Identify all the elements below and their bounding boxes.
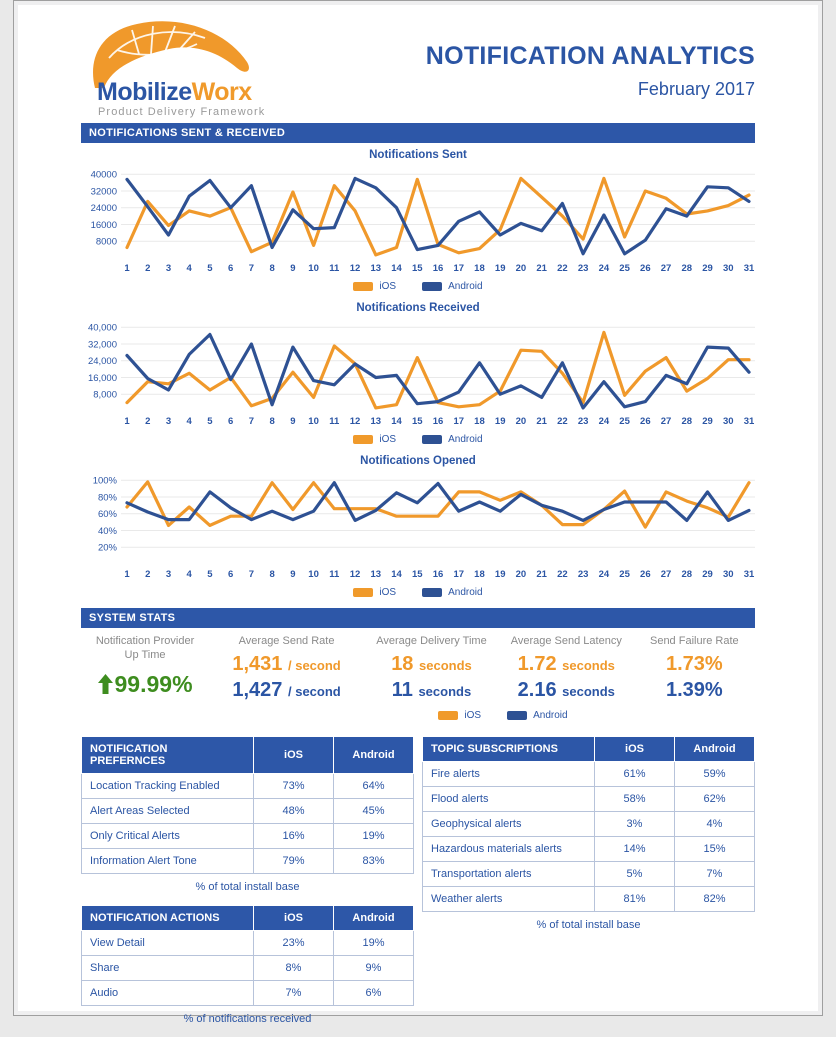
table-footnote: % of total install base (536, 918, 641, 931)
notification-preferences-table (81, 736, 414, 874)
svg-text:3: 3 (165, 263, 172, 274)
ios-legend-label: iOS (379, 280, 397, 292)
svg-text:16,000: 16,000 (87, 372, 117, 384)
row-value-cell: 16% (254, 823, 334, 848)
svg-text:22: 22 (557, 569, 568, 580)
chart-legend (81, 432, 755, 446)
row-value-cell: 3% (595, 811, 675, 836)
svg-text:17: 17 (453, 569, 465, 580)
stat-label: Average Send Latency (510, 635, 622, 647)
svg-text:5: 5 (207, 569, 213, 580)
row-value-cell: 5% (595, 861, 675, 886)
svg-text:14: 14 (391, 416, 402, 427)
svg-text:4: 4 (186, 416, 192, 427)
svg-text:13: 13 (370, 416, 382, 427)
svg-text:1: 1 (124, 263, 130, 274)
chart-notifications-received (81, 302, 755, 446)
stat-send-latency (499, 635, 634, 705)
stats-legend (166, 709, 836, 723)
svg-text:100%: 100% (92, 475, 117, 487)
svg-text:16000: 16000 (90, 219, 117, 231)
table-footnote: % of notifications received (183, 1012, 312, 1025)
svg-text:5: 5 (207, 416, 213, 427)
row-value-cell: 8% (254, 955, 334, 980)
svg-text:19: 19 (494, 569, 506, 580)
row-value-cell: 4% (675, 811, 755, 836)
svg-text:40000: 40000 (90, 169, 117, 181)
ios-legend-swatch (353, 435, 373, 444)
svg-text:19: 19 (494, 263, 506, 274)
svg-text:7: 7 (248, 416, 255, 427)
svg-text:26: 26 (640, 263, 651, 274)
logo (81, 18, 341, 116)
svg-text:40,000: 40,000 (87, 322, 117, 334)
topic-subscriptions-table (422, 736, 755, 912)
notification-actions-table (81, 905, 414, 1006)
svg-text:27: 27 (660, 416, 672, 427)
row-value-cell: 7% (675, 861, 755, 886)
stat-label: Average Send Rate (238, 635, 335, 647)
svg-text:29: 29 (702, 263, 713, 274)
row-value-cell: 19% (334, 823, 414, 848)
ios-send-rate: 1,431 / second (232, 652, 341, 675)
svg-text:23: 23 (577, 416, 589, 427)
uptime-value: 99.99% (81, 671, 209, 698)
svg-text:13: 13 (370, 263, 382, 274)
table-row (82, 980, 414, 1005)
android-legend-swatch (422, 435, 442, 444)
stat-label: Average Delivery Time (376, 635, 487, 647)
ios-legend-label: iOS (379, 433, 397, 445)
table-row (423, 786, 755, 811)
table-row (423, 811, 755, 836)
row-value-cell: 9% (334, 955, 414, 980)
svg-text:8: 8 (269, 263, 275, 274)
row-value-cell: 6% (334, 980, 414, 1005)
svg-text:11: 11 (329, 263, 340, 274)
row-value-cell: 15% (675, 836, 755, 861)
svg-text:30: 30 (722, 416, 734, 427)
svg-text:27: 27 (660, 569, 672, 580)
title-block (426, 18, 755, 116)
svg-text:17: 17 (453, 416, 465, 427)
svg-text:20%: 20% (97, 542, 117, 554)
brand-name (97, 78, 252, 107)
svg-text:11: 11 (329, 569, 340, 580)
svg-text:15: 15 (411, 263, 423, 274)
svg-text:23: 23 (577, 263, 589, 274)
svg-text:8000: 8000 (95, 236, 117, 248)
svg-text:40%: 40% (97, 525, 117, 537)
table-row (423, 861, 755, 886)
chart-notifications-opened (81, 455, 755, 599)
svg-text:12: 12 (349, 569, 361, 580)
ios-legend-swatch (353, 282, 373, 291)
svg-text:4: 4 (186, 263, 192, 274)
svg-text:80%: 80% (97, 492, 117, 504)
notifications-opened-chart (81, 468, 755, 580)
table-title: NOTIFICATION PREFERNCES (82, 736, 254, 773)
svg-text:6: 6 (228, 416, 234, 427)
notifications-sent-chart (81, 162, 755, 274)
svg-text:10: 10 (308, 569, 319, 580)
svg-text:3: 3 (165, 416, 172, 427)
svg-text:6: 6 (228, 263, 234, 274)
row-label-cell: Only Critical Alerts (82, 823, 254, 848)
svg-text:21: 21 (536, 263, 547, 274)
android-legend-label: Android (448, 280, 483, 292)
table-row (423, 761, 755, 786)
stat-uptime (81, 635, 209, 705)
row-value-cell: 59% (675, 761, 755, 786)
svg-text:2: 2 (145, 263, 151, 274)
stat-failure-rate (634, 635, 755, 705)
stat-label: Notification Provider Up Time (95, 635, 195, 661)
svg-text:28: 28 (681, 569, 693, 580)
table-row (82, 798, 414, 823)
table-column-header: iOS (254, 736, 334, 773)
table-row (82, 955, 414, 980)
svg-text:24: 24 (598, 263, 610, 274)
android-legend-swatch (422, 588, 442, 597)
svg-text:27: 27 (660, 263, 672, 274)
up-arrow-icon (98, 674, 113, 694)
svg-text:16: 16 (432, 569, 444, 580)
svg-text:24: 24 (598, 569, 610, 580)
table-row (82, 823, 414, 848)
table-title: NOTIFICATION ACTIONS (82, 905, 254, 930)
svg-text:11: 11 (329, 416, 340, 427)
chart-legend (81, 585, 755, 599)
table-column-header: Android (675, 736, 755, 761)
chart-legend (81, 279, 755, 293)
row-value-cell: 19% (334, 930, 414, 955)
row-value-cell: 48% (254, 798, 334, 823)
svg-text:8: 8 (269, 569, 275, 580)
svg-text:14: 14 (391, 569, 402, 580)
android-send-rate: 1,427 / second (232, 678, 341, 701)
svg-text:31: 31 (743, 263, 755, 274)
row-value-cell: 14% (595, 836, 675, 861)
svg-text:22: 22 (557, 263, 568, 274)
svg-text:12: 12 (349, 416, 361, 427)
brand-worx: Worx (191, 78, 252, 106)
svg-text:31: 31 (743, 569, 755, 580)
svg-text:2: 2 (145, 569, 151, 580)
svg-text:30: 30 (722, 263, 734, 274)
svg-text:1: 1 (124, 569, 130, 580)
svg-text:32,000: 32,000 (87, 339, 117, 351)
page-title: NOTIFICATION ANALYTICS (425, 42, 755, 70)
svg-text:29: 29 (702, 416, 713, 427)
android-delivery-time: 11 seconds (391, 678, 472, 701)
android-legend-swatch (422, 282, 442, 291)
table-row (423, 886, 755, 911)
row-label-cell: Information Alert Tone (82, 848, 254, 873)
svg-text:9: 9 (290, 416, 296, 427)
table-column-header: Android (334, 736, 414, 773)
svg-text:10: 10 (308, 416, 319, 427)
notifications-received-chart (81, 315, 755, 427)
svg-text:60%: 60% (97, 509, 117, 521)
row-value-cell: 81% (595, 886, 675, 911)
row-label-cell: Fire alerts (423, 761, 595, 786)
android-legend-label: Android (533, 710, 568, 722)
row-label-cell: Share (82, 955, 254, 980)
svg-text:18: 18 (474, 263, 485, 274)
system-stats (81, 635, 755, 705)
svg-text:19: 19 (494, 416, 506, 427)
svg-text:32000: 32000 (90, 186, 117, 198)
svg-text:18: 18 (474, 569, 485, 580)
android-legend-label: Android (448, 433, 483, 445)
table-row (423, 836, 755, 861)
stat-delivery-time (364, 635, 499, 705)
svg-text:8,000: 8,000 (93, 389, 117, 401)
row-label-cell: Audio (82, 980, 254, 1005)
table-column-header: Android (334, 905, 414, 930)
svg-text:28: 28 (681, 263, 693, 274)
table-column-header: iOS (254, 905, 334, 930)
row-value-cell: 83% (334, 848, 414, 873)
svg-text:4: 4 (186, 569, 192, 580)
table-footnote: % of total install base (195, 880, 300, 893)
table-title: TOPIC SUBSCRIPTIONS (423, 736, 595, 761)
svg-text:31: 31 (743, 416, 755, 427)
chart-title: Notifications Received (356, 302, 480, 314)
row-value-cell: 61% (595, 761, 675, 786)
ios-delivery-time: 18 seconds (391, 652, 472, 675)
row-label-cell: Hazardous materials alerts (423, 836, 595, 861)
tables-right-column (422, 736, 755, 1037)
svg-text:3: 3 (165, 569, 172, 580)
stat-label: Send Failure Rate (649, 635, 739, 647)
svg-text:29: 29 (702, 569, 713, 580)
brand-tagline: Product Delivery Framework (98, 106, 266, 118)
svg-text:21: 21 (536, 569, 547, 580)
svg-text:30: 30 (722, 569, 734, 580)
row-value-cell: 62% (675, 786, 755, 811)
chart-title: Notifications Sent (369, 149, 467, 161)
svg-text:9: 9 (290, 263, 296, 274)
table-row (82, 848, 414, 873)
svg-text:26: 26 (640, 416, 651, 427)
svg-text:25: 25 (619, 263, 630, 274)
svg-text:5: 5 (207, 263, 213, 274)
stat-send-rate (209, 635, 364, 705)
svg-text:24000: 24000 (90, 203, 117, 215)
svg-text:22: 22 (557, 416, 568, 427)
svg-text:16: 16 (432, 263, 444, 274)
report-page (13, 0, 823, 1025)
svg-text:25: 25 (619, 569, 630, 580)
page-subtitle: February 2017 (637, 79, 755, 99)
svg-text:6: 6 (228, 569, 234, 580)
svg-text:20: 20 (515, 569, 527, 580)
svg-text:26: 26 (640, 569, 651, 580)
row-label-cell: Weather alerts (423, 886, 595, 911)
row-value-cell: 58% (595, 786, 675, 811)
chart-title: Notifications Opened (360, 455, 476, 467)
svg-text:12: 12 (349, 263, 361, 274)
android-send-latency: 2.16 seconds (517, 678, 615, 701)
row-value-cell: 79% (254, 848, 334, 873)
row-value-cell: 64% (334, 773, 414, 798)
table-column-header: iOS (595, 736, 675, 761)
android-legend-label: Android (448, 586, 483, 598)
svg-text:15: 15 (411, 569, 423, 580)
svg-text:20: 20 (515, 416, 527, 427)
ios-failure-rate: 1.73% (665, 652, 723, 675)
svg-text:9: 9 (290, 569, 296, 580)
table-row (82, 773, 414, 798)
tables-section (81, 736, 755, 1037)
section-banner-notifications: NOTIFICATIONS SENT & RECEIVED (81, 123, 755, 143)
ios-legend-swatch (353, 588, 373, 597)
svg-text:24: 24 (598, 416, 610, 427)
row-value-cell: 23% (254, 930, 334, 955)
svg-text:17: 17 (453, 263, 465, 274)
row-label-cell: Transportation alerts (423, 861, 595, 886)
header (81, 18, 755, 116)
ios-legend-label: iOS (464, 710, 482, 722)
row-label-cell: View Detail (82, 930, 254, 955)
svg-text:23: 23 (577, 569, 589, 580)
svg-text:2: 2 (145, 416, 151, 427)
ios-send-latency: 1.72 seconds (517, 652, 615, 675)
svg-text:21: 21 (536, 416, 547, 427)
svg-text:18: 18 (474, 416, 485, 427)
android-failure-rate: 1.39% (665, 678, 723, 701)
svg-text:13: 13 (370, 569, 382, 580)
ios-legend-swatch (438, 711, 458, 720)
row-value-cell: 82% (675, 886, 755, 911)
row-value-cell: 45% (334, 798, 414, 823)
row-label-cell: Alert Areas Selected (82, 798, 254, 823)
svg-text:28: 28 (681, 416, 693, 427)
brand-mobilize: Mobilize (97, 78, 192, 106)
svg-text:16: 16 (432, 416, 444, 427)
svg-text:15: 15 (411, 416, 423, 427)
table-row (82, 930, 414, 955)
svg-text:7: 7 (248, 569, 255, 580)
tables-left-column (81, 736, 414, 1037)
row-label-cell: Location Tracking Enabled (82, 773, 254, 798)
section-banner-system-stats: SYSTEM STATS (81, 608, 755, 628)
row-value-cell: 7% (254, 980, 334, 1005)
svg-text:25: 25 (619, 416, 630, 427)
row-label-cell: Geophysical alerts (423, 811, 595, 836)
android-legend-swatch (507, 711, 527, 720)
svg-text:24,000: 24,000 (87, 356, 117, 368)
svg-text:10: 10 (308, 263, 319, 274)
chart-notifications-sent (81, 149, 755, 293)
row-label-cell: Flood alerts (423, 786, 595, 811)
ios-legend-label: iOS (379, 586, 397, 598)
row-value-cell: 73% (254, 773, 334, 798)
svg-text:8: 8 (269, 416, 275, 427)
svg-text:14: 14 (391, 263, 402, 274)
svg-text:7: 7 (248, 263, 255, 274)
svg-text:20: 20 (515, 263, 527, 274)
svg-text:1: 1 (124, 416, 130, 427)
